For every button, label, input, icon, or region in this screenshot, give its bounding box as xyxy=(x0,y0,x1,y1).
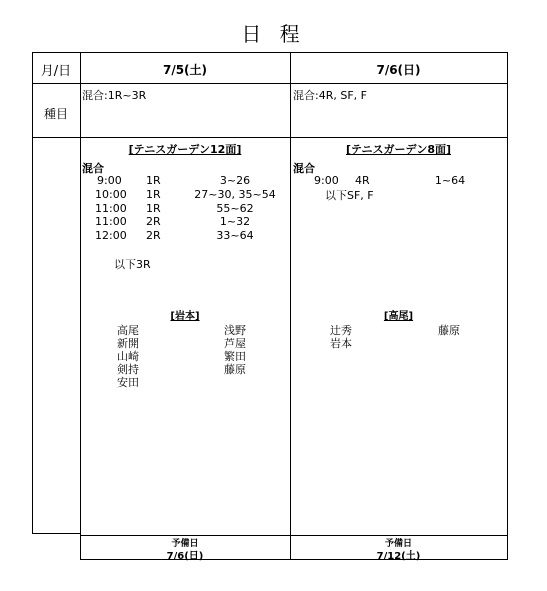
day1-official-left-0: 高尾 xyxy=(117,324,139,337)
day1-row-4-courts: 33~64 xyxy=(216,229,254,242)
day1-row-1-round: 1R xyxy=(146,188,161,201)
day1-row-3-time: 11:00 xyxy=(95,215,127,228)
day1-row-1-courts: 27~30, 35~54 xyxy=(194,188,276,201)
day1-row-2-time: 11:00 xyxy=(95,202,127,215)
day1-category: 混合 xyxy=(82,162,104,175)
day1-official-left-3: 剣持 xyxy=(117,363,139,376)
date-column-label: 月/日 xyxy=(40,64,72,79)
day1-row-4-round: 2R xyxy=(146,229,161,242)
day1-official-right-0: 浅野 xyxy=(224,324,246,337)
day1-venue: [テニスガーデン12面] xyxy=(128,143,242,156)
day2-official-left-0: 辻秀 xyxy=(330,324,352,337)
day1-row-3-round: 2R xyxy=(146,215,161,228)
day1-officials-header: [岩本] xyxy=(170,311,200,322)
day2-officials-header: [高尾] xyxy=(383,311,414,322)
day1-official-left-4: 安田 xyxy=(117,376,139,389)
day1-row-2-courts: 55~62 xyxy=(216,202,254,215)
day2-official-left-1: 岩本 xyxy=(330,337,352,350)
day1-row-3-courts: 1~32 xyxy=(219,215,251,228)
day1-official-left-1: 新開 xyxy=(117,337,139,350)
day1-official-right-3: 藤原 xyxy=(224,363,246,376)
day1-date: 7/5(土) xyxy=(162,63,208,77)
day1-note: 以下3R xyxy=(114,258,151,271)
day1-row-0-time: 9:00 xyxy=(97,174,122,187)
day2-category: 混合 xyxy=(293,162,315,175)
day1-official-right-1: 芦屋 xyxy=(224,337,246,350)
day2-date: 7/6(日) xyxy=(376,63,421,77)
day2-row-0-time: 9:00 xyxy=(314,174,339,187)
day2-row-0-courts: 1~64 xyxy=(434,174,466,187)
day2-note: 以下SF, F xyxy=(325,189,374,202)
day1-row-0-courts: 3~26 xyxy=(219,174,251,187)
day1-official-left-2: 山崎 xyxy=(117,350,139,363)
day2-row-0-round: 4R xyxy=(355,174,370,187)
day2-venue: [テニスガーデン8面] xyxy=(345,143,452,156)
day1-reserve-date: 7/6(日) xyxy=(166,551,204,562)
day1-row-2-round: 1R xyxy=(146,202,161,215)
day1-events: 混合:1R~3R xyxy=(82,89,147,102)
events-row-label: 種目 xyxy=(43,107,68,121)
day1-row-1-time: 10:00 xyxy=(95,188,127,201)
day2-events: 混合:4R, SF, F xyxy=(293,89,367,102)
day1-row-0-round: 1R xyxy=(146,174,161,187)
day2-reserve-date: 7/12(土) xyxy=(376,551,421,562)
day1-official-right-2: 繁田 xyxy=(224,350,246,363)
page-title: 日 程 xyxy=(241,22,306,46)
day1-reserve-label: 予備日 xyxy=(171,539,199,549)
day1-row-4-time: 12:00 xyxy=(95,229,127,242)
day2-reserve-label: 予備日 xyxy=(384,539,412,549)
day2-official-right-0: 藤原 xyxy=(438,324,460,337)
